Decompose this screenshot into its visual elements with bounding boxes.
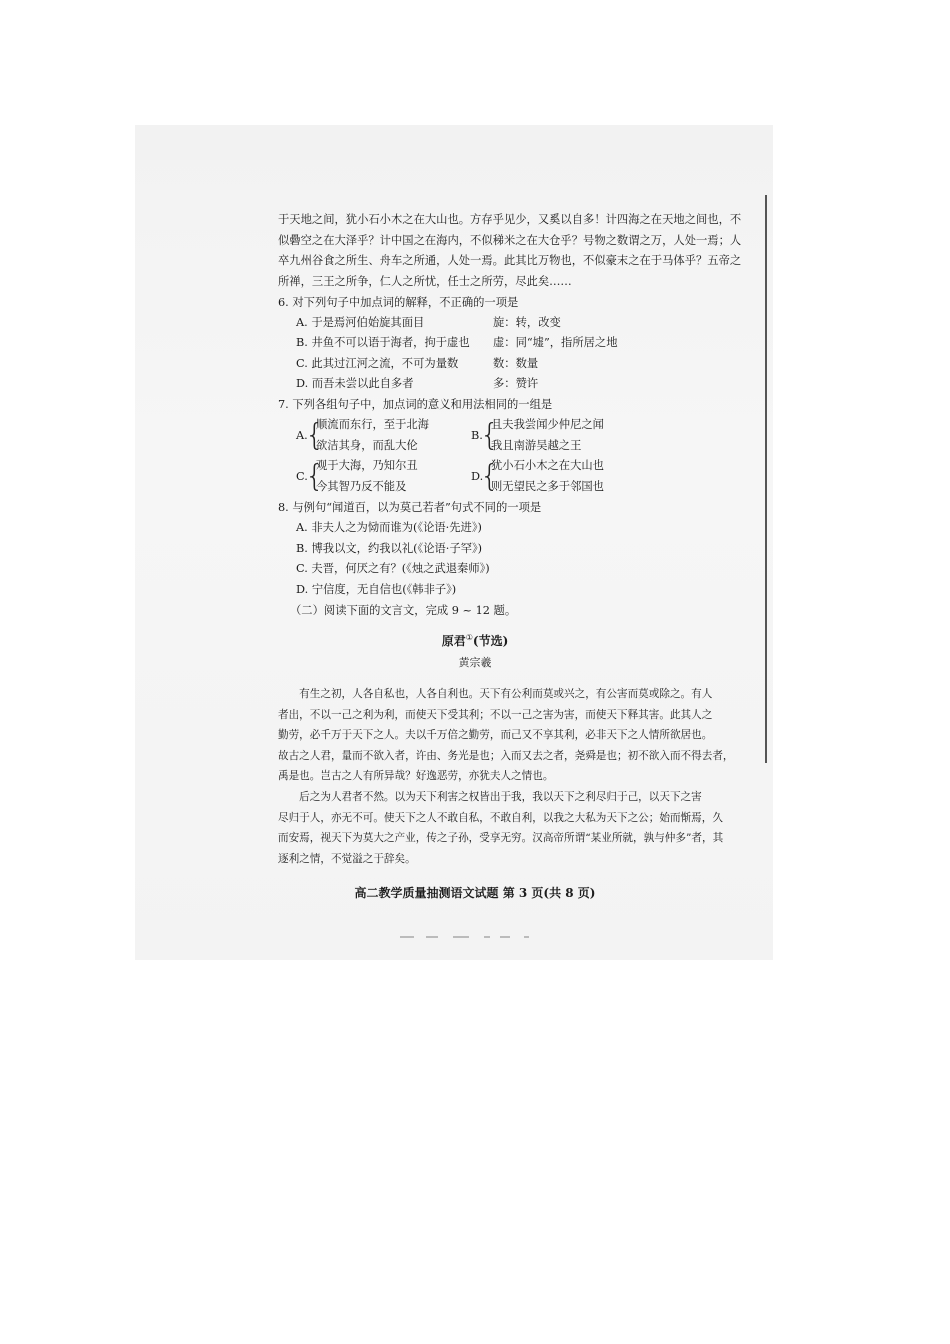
q8-option-a: A. 非夫人之为恸而谁为(《论语·先进》) — [296, 521, 482, 534]
q6-gloss-b: 虚：同“墟”，指所居之地 — [493, 336, 618, 349]
article-line: 逐利之情，不觉溢之于辞矣。 — [278, 852, 416, 865]
brace-icon: { — [480, 459, 500, 494]
title-text: 原君 — [441, 634, 466, 648]
article-para-1 — [278, 684, 743, 787]
q7-stem: 7. 下列各组句子中，加点词的意义和用法相同的一组是 — [278, 398, 553, 411]
q7-a-s2: 欲洁其身，而乱大伦 — [316, 439, 418, 452]
article-author: 黄宗羲 — [458, 656, 492, 669]
q7-label-a: A. — [296, 429, 308, 442]
scan-artifact — [426, 936, 438, 938]
q6-gloss-a: 旋：转，改变 — [493, 316, 561, 329]
article-line: 有生之初，人各自私也，人各自利也。天下有公利而莫或兴之，有公害而莫或除之。有人 — [278, 688, 713, 700]
passage-line: 于天地之间，犹小石小木之在大山也。方存乎见少，又奚以自多！计四海之在天地之间也，不 — [278, 213, 742, 226]
article-line: 后之为人君者不然。以为天下利害之权皆出于我，我以天下之利尽归于己，以天下之害 — [278, 791, 702, 803]
passage-line: 所禅，三王之所争，仁人之所忧，任士之所劳，尽此矣…… — [278, 274, 572, 288]
scan-artifact — [524, 936, 529, 938]
q7-b-s2: 我且南游吴越之王 — [491, 439, 582, 452]
q6-option-d: D. 而吾未尝以此自多者 — [296, 377, 414, 390]
brace-icon: { — [305, 459, 325, 494]
page-footer: 高二教学质量抽测语文试题 第 3 页(共 8 页) — [354, 886, 596, 900]
q6-stem: 6. 对下列句子中加点词的解释，不正确的一项是 — [278, 296, 519, 309]
brace-icon: { — [305, 418, 325, 453]
q7-b-s1: 且夫我尝闻少仲尼之闻 — [491, 418, 604, 431]
article-line: 者出，不以一己之利为利，而使天下受其利；不以一己之害为害，而使天下释其害。此其人之 — [278, 708, 713, 721]
q6-option-b: B. 井鱼不可以语于海者，拘于虚也 — [296, 336, 470, 349]
brace-icon: { — [480, 418, 500, 453]
scan-artifact — [484, 936, 490, 938]
title-footnote-mark: ① — [465, 633, 473, 642]
q7-c-s2: 今其智乃反不能及 — [316, 480, 407, 493]
scan-artifact — [400, 936, 414, 938]
q7-label-c: C. — [296, 470, 308, 483]
q7-d-s2: 则无望民之多于邻国也 — [491, 480, 604, 493]
article-line: 禹是也。岂古之人有所异哉？好逸恶劳，亦犹夫人之情也。 — [278, 770, 554, 783]
q8-option-b: B. 博我以文，约我以礼(《论语·子罕》) — [296, 542, 483, 555]
article-title — [0, 632, 950, 649]
q7-c-s1: 观于大海，乃知尔丑 — [316, 459, 418, 472]
q8-stem: 8. 与例句“闻道百，以为莫己若者”句式不同的一项是 — [278, 501, 542, 514]
article-para-2 — [278, 787, 743, 869]
article-line: 故古之人君，量而不欲入者，许由、务光是也；入而又去之者，尧舜是也；初不欲入而不得去者， — [278, 749, 734, 762]
article-line: 勤劳，必千万于天下之人。夫以千万倍之勤劳，而己又不享其利，必非天下之人情所欲居也。 — [278, 729, 713, 742]
q6-option-c: C. 此其过江河之流，不可为量数 — [296, 357, 459, 370]
q6-option-a: A. 于是焉河伯始旋其面目 — [296, 316, 425, 329]
q6-gloss-d: 多：赞许 — [493, 377, 539, 390]
passage-line: 似礨空之在大泽乎？计中国之在海内，不似稊米之在大仓乎？号物之数谓之万，人处一焉；人 — [278, 233, 742, 247]
margin-rule — [765, 195, 767, 763]
q8-option-d: D. 宁信度，无自信也(《韩非子》) — [296, 583, 457, 596]
title-subtitle: (节选) — [472, 634, 509, 648]
q7-a-s1: 顺流而东行，至于北海 — [316, 418, 429, 431]
q7-label-b: B. — [471, 429, 483, 442]
scan-artifact — [500, 936, 510, 938]
section-heading: （二）阅读下面的文言文，完成 9 ~ 12 题。 — [290, 604, 517, 617]
article-line: 而安焉，视天下为莫大之产业，传之子孙，受享无穷。汉高帝所谓“某业所就，孰与仲多”者，其 — [278, 832, 724, 845]
passage-line: 卒九州谷食之所生、舟车之所通，人处一焉。此其比万物也，不似豪末之在于马体乎？五帝之 — [278, 254, 742, 268]
q8-option-c: C. 夫晋，何厌之有？(《烛之武退秦师》) — [296, 562, 490, 575]
q7-label-d: D. — [471, 470, 484, 483]
scan-artifact — [453, 936, 469, 938]
article-line: 尽归于人，亦无不可。使天下之人不敢自私，不敢自利，以我之大私为天下之公；始而惭焉，久 — [278, 811, 723, 824]
q7-d-s1: 犹小石小木之在大山也 — [491, 459, 604, 472]
q6-gloss-c: 数：数量 — [493, 357, 539, 370]
passage-top — [278, 210, 743, 292]
